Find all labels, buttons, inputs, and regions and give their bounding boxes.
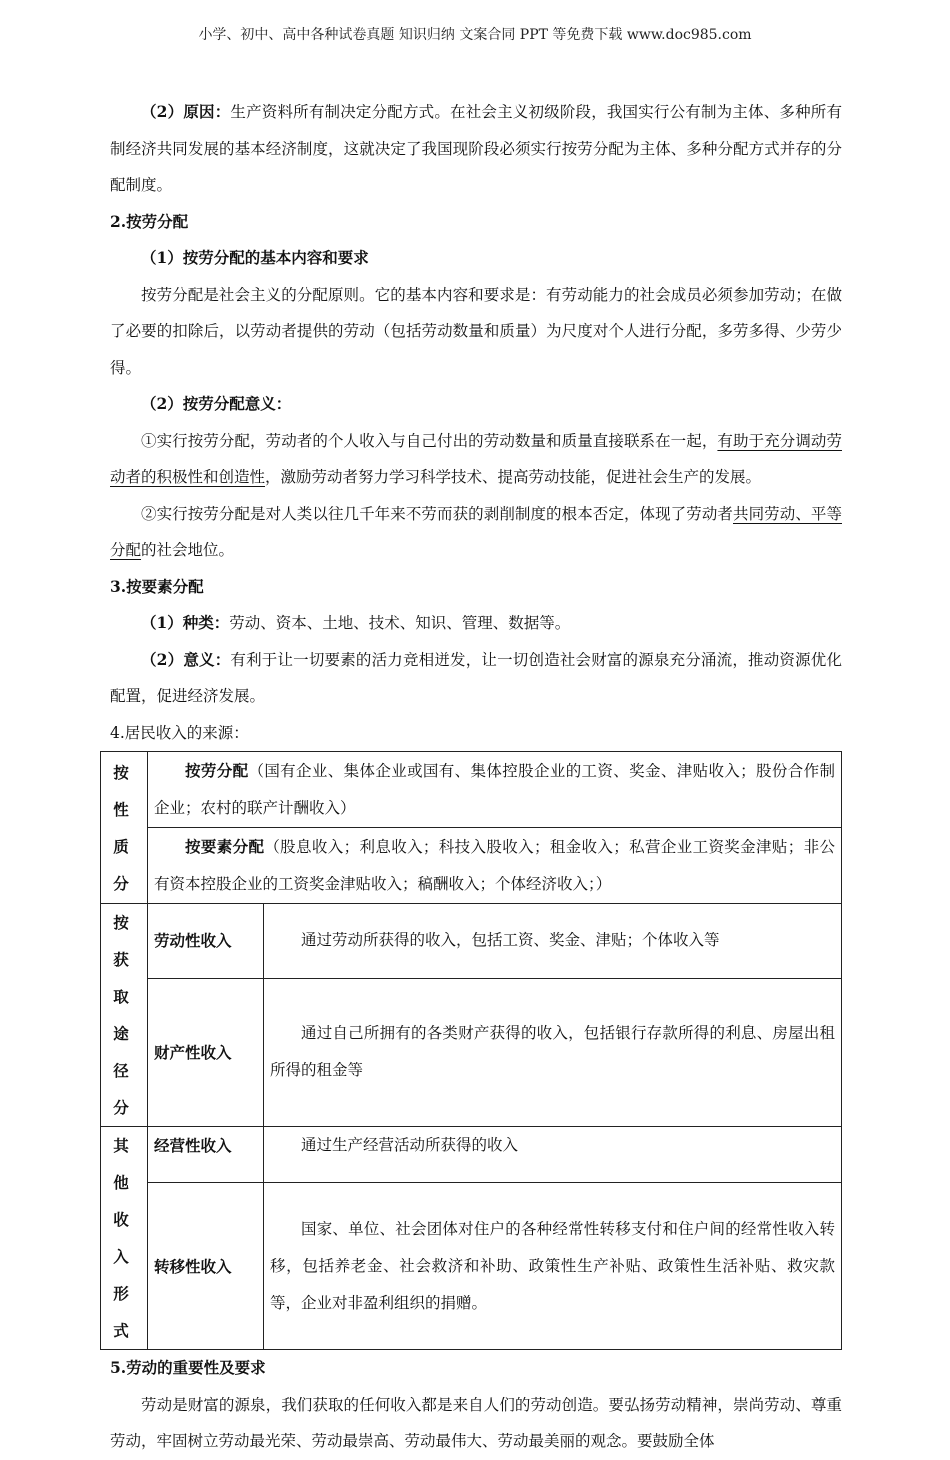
property-income-label: 财产性收入 — [148, 978, 264, 1126]
item2-text-a: ②实行按劳分配是对人类以往几千年来不劳而获的剥削制度的根本否定，体现了劳动者 — [141, 504, 733, 523]
item1-underlined: 有助于充分调动劳动者的积极性和创造性 — [110, 431, 842, 486]
cat-line: 收入 — [113, 1210, 135, 1266]
category-other — [101, 1127, 148, 1350]
cat-line: 径分 — [113, 1061, 135, 1117]
section-2-sub1: （1）按劳分配的基本内容和要求 — [141, 248, 369, 267]
row2-text: （股息收入；利息收入；科技入股收入；租金收入；私营企业工资奖金津贴；非公有资本控股企业的工资奖金津贴收入；稿酬收入；个体经济收入；） — [154, 838, 835, 893]
item1-text-a: ①实行按劳分配，劳动者的个人收入与自己付出的劳动数量和质量直接联系在一起， — [141, 431, 718, 450]
section-5-paragraph: 劳动是财富的源泉，我们获取的任何收入都是来自人们的劳动创造。要弘扬劳动精神，崇尚劳动、尊重劳动，牢固树立劳动最光荣、劳动最崇高、劳动最伟大、劳动最美丽的观念。要鼓励全体 — [110, 1395, 842, 1450]
table-row — [101, 1183, 842, 1350]
cat-line: 质分 — [113, 836, 135, 893]
cat-line: 其他 — [113, 1136, 135, 1192]
income-sources-table — [100, 751, 842, 1350]
item2-underlined: 共同劳动、平等分配 — [110, 504, 842, 559]
labor-distribution-cell — [148, 752, 842, 828]
document-body — [110, 94, 842, 1460]
cat-line: 按获 — [113, 913, 135, 969]
item1-text-b: ，激励劳动者努力学习科学技术、提高劳动技能，促进社会生产的发展。 — [265, 468, 762, 486]
reason-label: （2）原因： — [141, 102, 231, 121]
row1-text: （国有企业、集体企业或国有、集体控股企业的工资、奖金、津贴收入；股份合作制企业；农村的联产计酬收入） — [154, 762, 835, 817]
significance-text: 有利于让一切要素的活力竞相迸发，让一切创造社会财富的源泉充分涌流，推动资源优化配置，促进经济发展。 — [110, 650, 842, 705]
labor-income-text — [264, 904, 842, 979]
transfer-income-label: 转移性收入 — [148, 1183, 264, 1350]
section-4-title: 4.居民收入的来源： — [110, 723, 249, 742]
r5-text: 通过生产经营活动所获得的收入 — [301, 1136, 519, 1154]
factor-significance — [110, 642, 842, 715]
property-income-text — [264, 978, 842, 1126]
table-row — [101, 1127, 842, 1183]
kinds-text: 劳动、资本、土地、技术、知识、管理、数据等。 — [229, 614, 571, 632]
cat-line: 按性 — [113, 762, 135, 819]
significance-item-2 — [110, 496, 842, 569]
section-2-title: 2.按劳分配 — [110, 211, 189, 231]
business-income-text — [264, 1127, 842, 1183]
r6-text: 国家、单位、社会团体对住户的各种经常性转移支付和住户间的经常性收入转移，包括养老金、社会救济和补助、政策性生产补贴、政策性生活补贴、救灾款等，企业对非盈利组织的捐赠。 — [270, 1219, 835, 1312]
business-income-label: 经营性收入 — [148, 1127, 264, 1183]
section-3-title: 3.按要素分配 — [110, 576, 204, 596]
factor-distribution-cell — [148, 828, 842, 904]
item2-text-b: 的社会地位。 — [141, 541, 235, 559]
page-header: 小学、初中、高中各种试卷真题 知识归纳 文案合同 PPT 等免费下载 www.doc985.com — [198, 27, 752, 43]
reason-paragraph — [110, 94, 842, 204]
category-by-nature — [101, 752, 148, 904]
factor-kinds — [110, 605, 842, 642]
r3-text: 通过劳动所获得的收入，包括工资、奖金、津贴；个体收入等 — [301, 931, 720, 950]
cat-line: 取途 — [113, 987, 135, 1043]
cat-line: 形式 — [113, 1284, 135, 1340]
table-row — [101, 828, 842, 904]
r4-text: 通过自己所拥有的各类财产获得的收入，包括银行存款所得的利息、房屋出租所得的租金等 — [270, 1024, 835, 1080]
table-row — [101, 904, 842, 979]
section-5-title: 5.劳动的重要性及要求 — [110, 1358, 266, 1377]
section-2-paragraph: 按劳分配是社会主义的分配原则。它的基本内容和要求是：有劳动能力的社会成员必须参加劳动；在做了必要的扣除后，以劳动者提供的劳动（包括劳动数量和质量）为尺度对个人进行分配，多劳多得、少劳少得。 — [110, 285, 842, 377]
table-row — [101, 752, 842, 828]
kinds-label: （1）种类： — [141, 613, 230, 632]
reason-text: 生产资料所有制决定分配方式。在社会主义初级阶段，我国实行公有制为主体、多种所有制经济共同发展的基本经济制度，这就决定了我国现阶段必须实行按劳分配为主体、多种分配方式并存的分配制度。 — [110, 103, 842, 194]
row1-label: 按劳分配 — [185, 761, 249, 780]
transfer-income-text — [264, 1183, 842, 1350]
labor-income-label: 劳动性收入 — [148, 904, 264, 979]
row2-label: 按要素分配 — [185, 837, 265, 856]
section-2-sub2: （2）按劳分配意义： — [141, 394, 292, 413]
significance-item-1 — [110, 423, 842, 496]
category-by-channel — [101, 904, 148, 1127]
significance-label: （2）意义： — [141, 649, 231, 669]
table-row — [101, 978, 842, 1126]
